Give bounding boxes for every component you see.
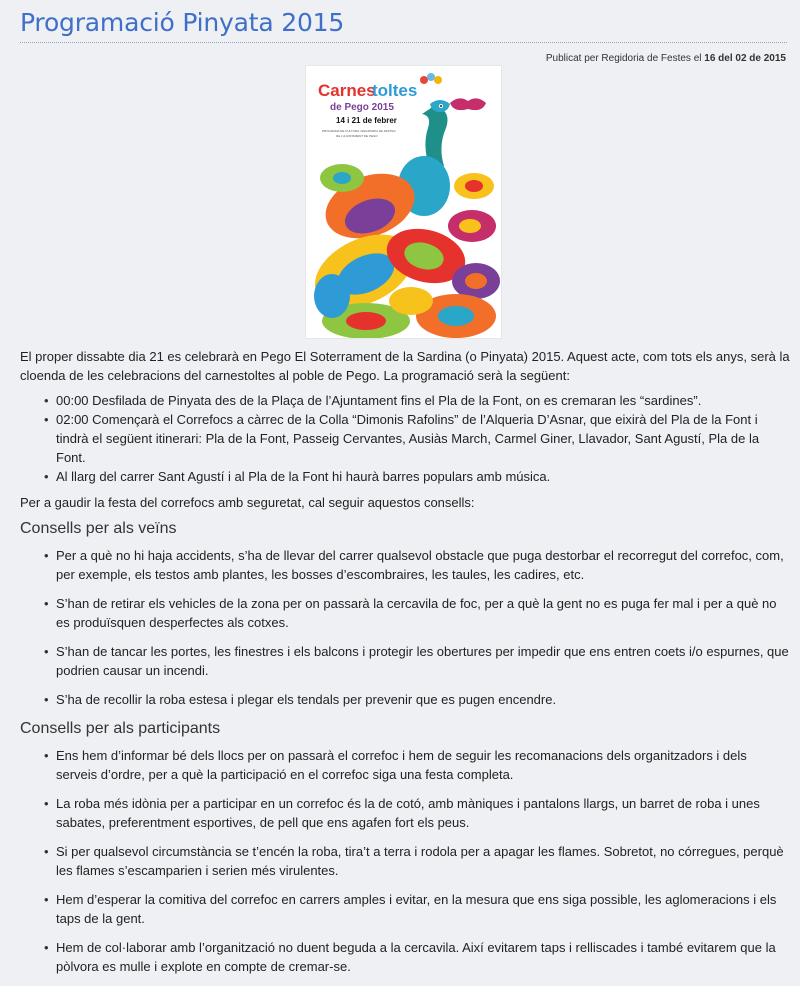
post-meta-prefix: Publicat per Regidoria de Festes el [545,53,702,64]
post-meta [546,53,786,64]
section-heading-neighbors: Consells per als veïns [20,520,177,537]
neighbors-advice-list [20,546,790,709]
list-item: • S’han de tancar les portes, les finestres i els balcons i protegir les obertures per impedir que ens entren coets i/o espurnes, que podrien causar un incendi. [56,642,790,680]
program-list [20,391,790,486]
list-item: • La roba més idònia per a participar en un correfoc és la de cotó, amb màniques i pantalons llargs, un barret de roba i unes sabates, preferentment esportives, de pell que ens agafen fort els peus. [56,794,790,832]
page-title[interactable]: Programació Pinyata 2015 [20,8,345,37]
section-heading-participants: Consells per als participants [20,720,221,737]
intro-paragraph: El proper dissabte dia 21 es celebrarà en Pego El Soterrament de la Sardina (o Pinyata) 2015. Aquest acte, com tots els anys, serà la cloenda de les celebracions del carnestoltes al poble de Pego. La programació serà la següent: [20,349,790,383]
article-body [20,347,790,986]
list-item: • Per a què no hi haja accidents, s’ha de llevar del carrer qualsevol obstacle que puga destorbar el recorregut del correfoc, com, per exemple, els testos amb plantes, les bosses d’escombraires, les taules, les cadires, etc. [56,546,790,584]
program-item: • Al llarg del carrer Sant Agustí i al Pla de la Font hi haurà barres populars amb música. [56,467,790,486]
carnival-poster-image [306,66,501,338]
list-item: • S’han de retirar els vehicles de la zona per on passarà la cercavila de foc, per a què la gent no es puga fer mal i per a què no es produïsquen desperfectes als cotxes. [56,594,790,632]
poster-subtitle: de Pego 2015 [330,102,394,113]
poster-illustration [306,66,501,338]
title-divider [20,42,787,43]
advice-intro: Per a gaudir la festa del correfocs amb seguretat, cal seguir aquestos consells: [20,495,475,510]
list-item: • Hem de col·laborar amb l’organització no duent beguda a la cercavila. Així evitarem taps i relliscades i també evitarem que la pòlvora es mulle i explote en compte de cremar-se. [56,938,790,976]
poster-title-part1: Carnes [318,81,376,100]
program-item: • 02:00 Començarà el Correfocs a càrrec de la Colla “Dimonis Rafolins” de l’Alqueria D’Asnar, que eixirà del Pla de la Font i tindrà el següent itinerari: Pla de la Font, Passeig Cervantes, Ausiàs March, Carmel Giner, Llavador, Sant Agustí, Pla de la Font. [56,410,790,467]
poster-credit-2: DE L'AJUNTAMENT DE PEGO [336,134,378,138]
poster-credit-1: PROGRAMA DE CULTURA i REGIDORIA DE FESTES [322,129,396,133]
program-item: • 00:00 Desfilada de Pinyata des de la Plaça de l’Ajuntament fins el Pla de la Font, on es cremaran les “sardines”. [56,391,790,410]
list-item: • Ens hem d’informar bé dels llocs per on passarà el correfoc i hem de seguir les recomanacions dels organitzadors i dels serveis d’ordre, per a què la participació en el correfoc siga una festa completa. [56,746,790,784]
post-date: 16 del 02 de 2015 [704,53,786,64]
list-item: • Si per qualsevol circumstància se t’encén la roba, tira’t a terra i rodola per a apagar les flames. Sobretot, no córregues, perquè les flames s’escamparien i serien més virulentes. [56,842,790,880]
poster-title-part2: toltes [372,81,418,100]
participants-advice-list [20,746,790,976]
poster-dates: 14 i 21 de febrer [336,116,397,125]
list-item: • Hem d’esperar la comitiva del correfoc en carrers amples i evitar, en la mesura que ens siga possible, les aglomeracions i els taps de la gent. [56,890,790,928]
list-item: • S’ha de recollir la roba estesa i plegar els tendals per prevenir que es pugen encendre. [56,690,790,709]
